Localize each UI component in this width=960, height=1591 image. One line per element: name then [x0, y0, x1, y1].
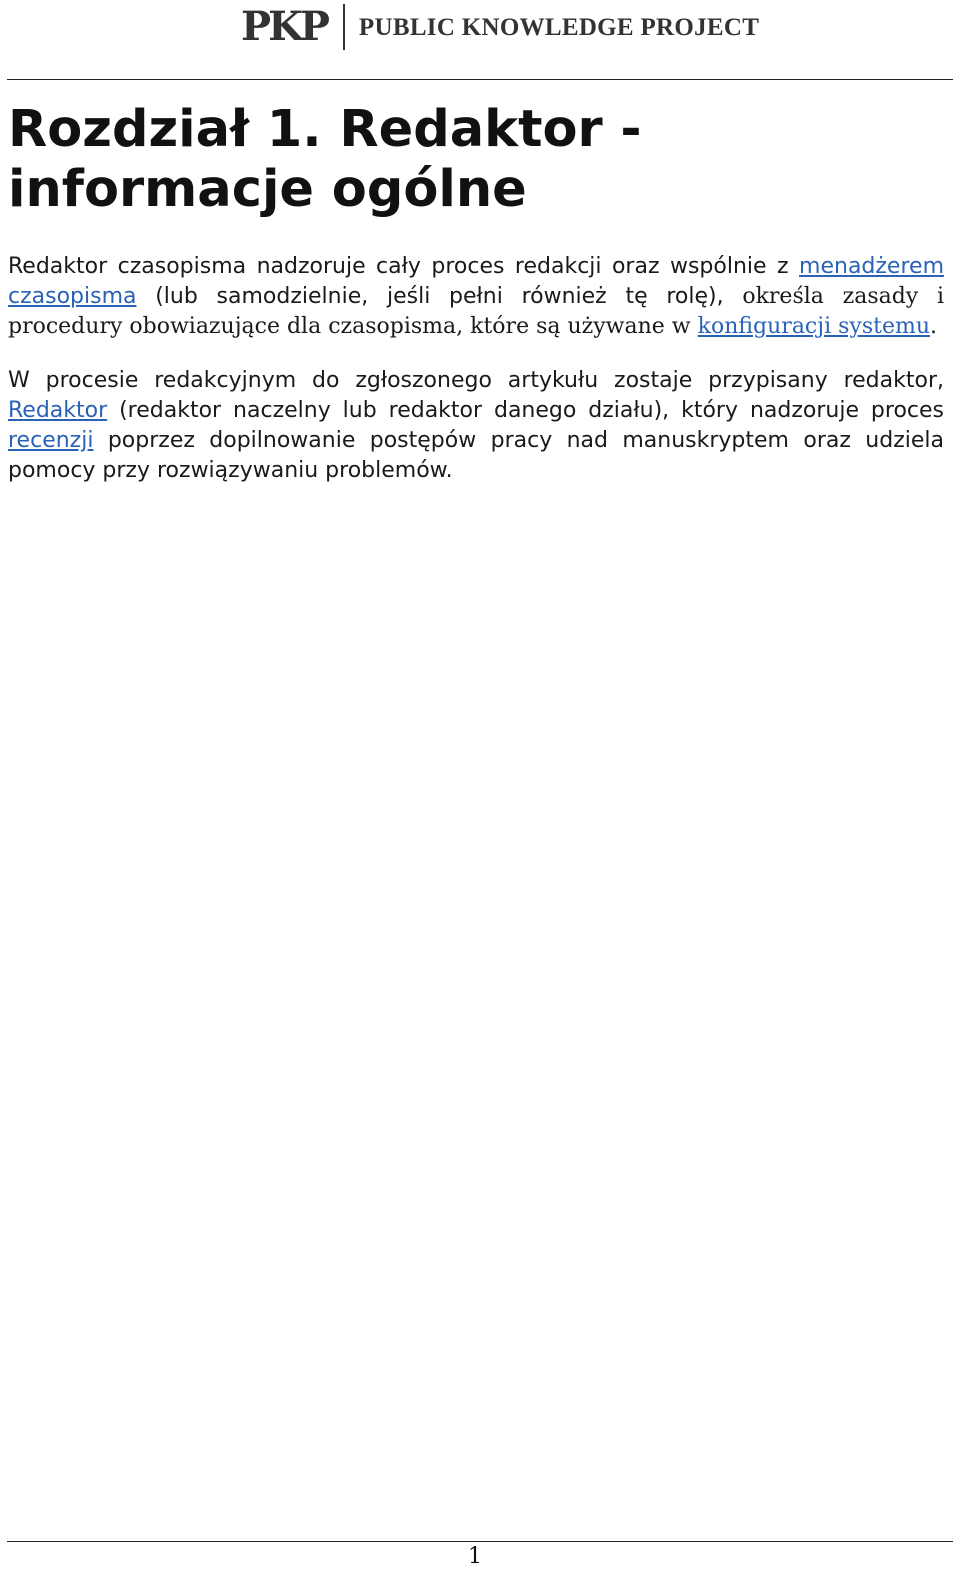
paragraph-1-text: (lub samodzielnie, jeśli pełni również tę rolę), — [136, 284, 743, 309]
footer-divider — [7, 1541, 953, 1542]
logo-divider — [343, 4, 345, 50]
paragraph-1 — [8, 252, 944, 342]
paragraph-2-text: poprzez dopilnowanie postępów pracy nad manuskryptem oraz udziela pomocy przy rozwiązywaniu problemów. — [8, 428, 944, 483]
editor-link[interactable]: Redaktor — [8, 398, 108, 423]
paragraph-2-text: W procesie redakcyjnym do zgłoszonego artykułu zostaje przypisany redaktor, — [8, 368, 944, 393]
chapter-title: Rozdział 1. Redaktor - informacje ogólne — [8, 100, 642, 219]
page-number: 1 — [468, 1544, 482, 1569]
chapter-content — [8, 100, 944, 510]
journal-manager-link[interactable]: menadżerem czasopisma — [8, 254, 944, 309]
paragraph-1-text: . — [930, 314, 937, 339]
review-link[interactable]: recenzji — [8, 428, 94, 453]
page-header — [0, 0, 960, 56]
pkp-logo — [241, 2, 759, 52]
paragraph-2 — [8, 366, 944, 486]
paragraph-2-text: (redaktor naczelny lub redaktor danego działu), który nadzoruje proces — [107, 398, 944, 423]
logo-mark: PKP — [241, 3, 327, 50]
system-configuration-link[interactable]: konfiguracji systemu — [697, 314, 930, 339]
paragraph-1-text: Redaktor czasopisma nadzoruje cały proces redakcji oraz wspólnie z — [8, 254, 800, 279]
paragraph-1-text: określa zasady i procedury obowiazujące dla czasopisma, które są używane w — [8, 284, 944, 339]
logo-text: PUBLIC KNOWLEDGE PROJECT — [358, 13, 760, 41]
header-divider — [7, 79, 953, 80]
